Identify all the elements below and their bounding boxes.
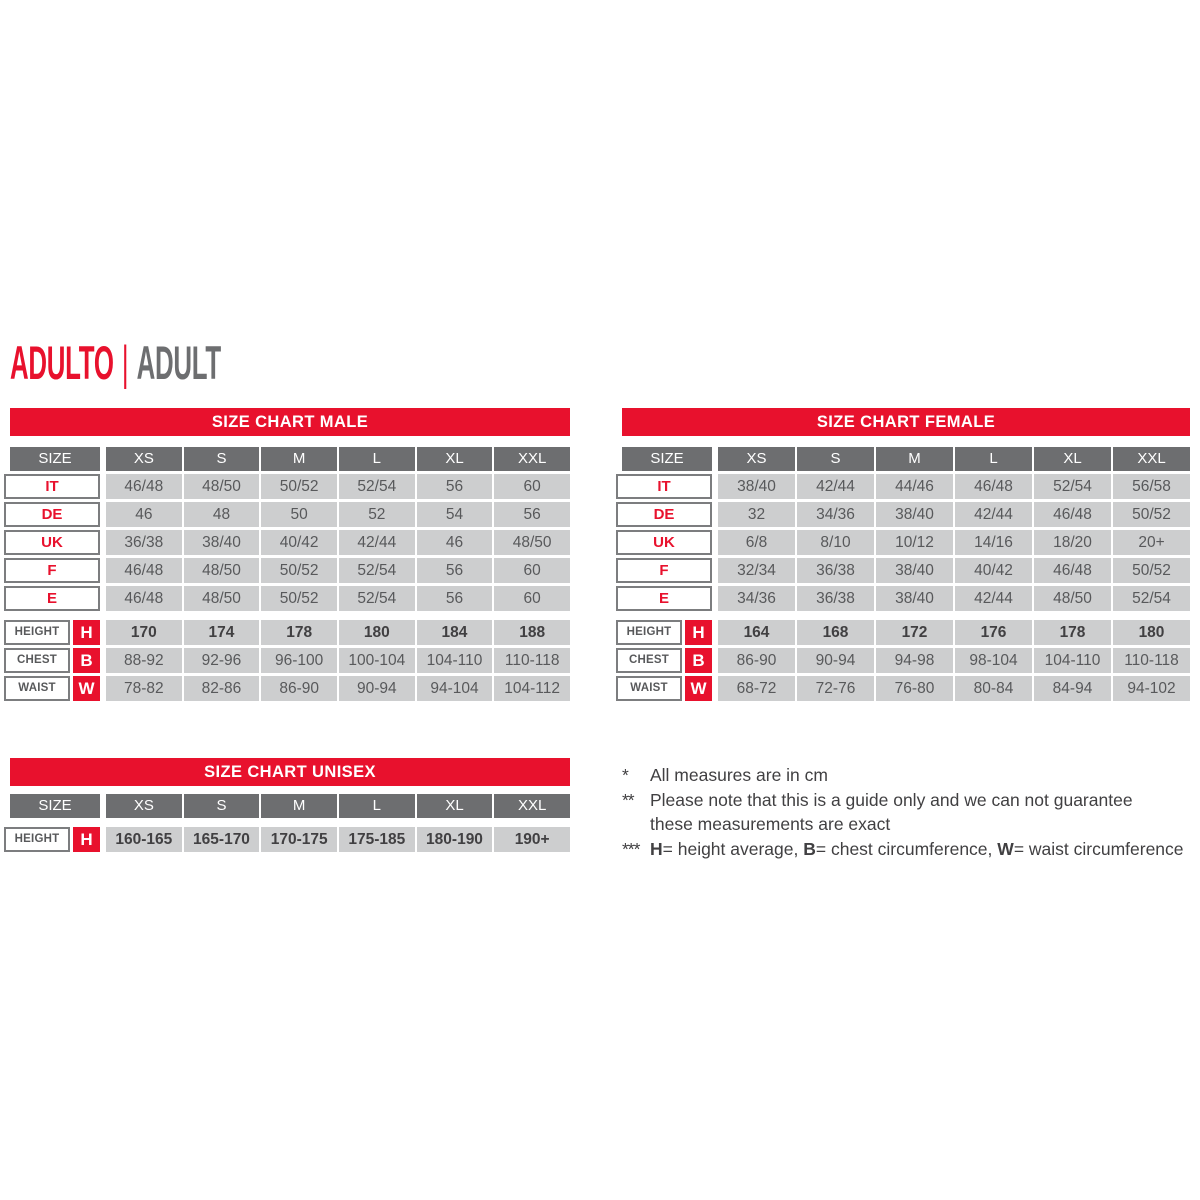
measure-value-cell: 90-94 — [797, 648, 874, 673]
measure-label — [4, 620, 100, 645]
column-header-cell: XXL — [1113, 447, 1190, 471]
size-value-cell: 48/50 — [494, 530, 570, 555]
measure-value-cell: 180-190 — [417, 827, 493, 852]
footnote-text — [650, 788, 1200, 837]
measure-value-cell: 82-86 — [184, 676, 260, 701]
size-value-cell: 36/38 — [106, 530, 182, 555]
measure-value-cell: 76-80 — [876, 676, 953, 701]
size-value-cell: 36/38 — [797, 586, 874, 611]
region-label: F — [4, 558, 100, 583]
measure-value-cell: 170-175 — [261, 827, 337, 852]
size-value-cells — [106, 530, 570, 555]
measure-value-cell: 90-94 — [339, 676, 415, 701]
column-header-cell: XXL — [494, 794, 570, 818]
size-value-cell: 46/48 — [106, 558, 182, 583]
measure-value-cell: 165-170 — [184, 827, 260, 852]
size-value-cell: 46 — [106, 502, 182, 527]
size-value-cell: 38/40 — [876, 586, 953, 611]
region-size-row — [622, 530, 1190, 555]
size-value-cell: 56 — [417, 474, 493, 499]
column-header-cell: XL — [417, 794, 493, 818]
size-value-cell: 60 — [494, 586, 570, 611]
footnote — [622, 837, 1200, 862]
measure-badge: W — [685, 676, 712, 701]
page-title — [10, 336, 221, 389]
footnote-marker: *** — [622, 838, 640, 859]
size-value-cell: 50/52 — [1113, 502, 1190, 527]
size-value-cells — [718, 474, 1190, 499]
footnote — [622, 763, 1200, 788]
measure-name: CHEST — [4, 648, 70, 673]
size-chart-unisex-table — [10, 758, 570, 852]
footnote-marker: * — [622, 765, 628, 785]
measure-value-cell: 86-90 — [261, 676, 337, 701]
size-value-cell: 32 — [718, 502, 795, 527]
column-header-cell: L — [339, 447, 415, 471]
footnote-segment: these measurements are exact — [650, 814, 891, 834]
page-title-primary: ADULTO — [10, 336, 114, 389]
measure-label — [616, 648, 712, 673]
measure-name: HEIGHT — [616, 620, 682, 645]
size-header-cell: SIZE — [622, 447, 712, 471]
size-value-cell: 46/48 — [1034, 558, 1111, 583]
column-header-row — [10, 794, 570, 818]
measure-badge: B — [73, 648, 100, 673]
column-header-cell: M — [876, 447, 953, 471]
size-value-cell: 50/52 — [261, 474, 337, 499]
column-header-row — [622, 447, 1190, 471]
size-value-cell: 46/48 — [955, 474, 1032, 499]
footnote-segment: = chest circumference, — [815, 838, 998, 859]
footnote-line — [650, 837, 1200, 862]
measure-value-cell: 72-76 — [797, 676, 874, 701]
column-header-cell: S — [797, 447, 874, 471]
title-separator: | — [121, 336, 129, 389]
footnote — [622, 788, 1200, 837]
size-value-cells — [718, 558, 1190, 583]
measure-value-cells — [718, 620, 1190, 645]
size-value-cell: 44/46 — [876, 474, 953, 499]
size-value-cell: 34/36 — [718, 586, 795, 611]
measure-value-cell: 170 — [106, 620, 182, 645]
measure-badge: H — [685, 620, 712, 645]
size-value-cell: 52/54 — [1034, 474, 1111, 499]
size-value-cell: 32/34 — [718, 558, 795, 583]
measure-value-cell: 164 — [718, 620, 795, 645]
measure-label — [4, 676, 100, 701]
measure-value-cell: 104-110 — [417, 648, 493, 673]
measure-value-cell: 104-112 — [494, 676, 570, 701]
region-label: IT — [616, 474, 712, 499]
size-value-cell: 8/10 — [797, 530, 874, 555]
measure-label — [616, 620, 712, 645]
size-value-cell: 50/52 — [261, 558, 337, 583]
size-value-cell: 6/8 — [718, 530, 795, 555]
column-header-cells — [106, 794, 570, 818]
size-value-cell: 40/42 — [955, 558, 1032, 583]
region-size-row — [10, 502, 570, 527]
footnote-marker: ** — [622, 789, 634, 810]
measure-value-cell: 184 — [417, 620, 493, 645]
measure-badge: H — [73, 827, 100, 852]
measure-value-cells — [106, 676, 570, 701]
footnote-segment: W — [997, 838, 1014, 859]
region-label: IT — [4, 474, 100, 499]
region-label: E — [4, 586, 100, 611]
column-header-cells — [106, 447, 570, 471]
measure-value-cells — [718, 648, 1190, 673]
footnote-segment: B — [803, 838, 816, 859]
size-value-cell: 52/54 — [339, 586, 415, 611]
footnotes — [622, 763, 1200, 861]
region-label: UK — [4, 530, 100, 555]
footnote-segment: = waist circumference — [1013, 838, 1184, 859]
measure-value-cell: 68-72 — [718, 676, 795, 701]
measure-value-cells — [106, 648, 570, 673]
measure-row — [10, 648, 570, 673]
size-value-cell: 42/44 — [797, 474, 874, 499]
measure-value-cell: 160-165 — [106, 827, 182, 852]
size-value-cell: 52/54 — [1113, 586, 1190, 611]
measure-row — [622, 620, 1190, 645]
measure-value-cell: 110-118 — [494, 648, 570, 673]
column-header-cell: XL — [417, 447, 493, 471]
footnote-text — [650, 763, 1200, 788]
size-value-cell: 50/52 — [1113, 558, 1190, 583]
size-value-cell: 48/50 — [184, 558, 260, 583]
measure-name: WAIST — [616, 676, 682, 701]
measure-value-cell: 188 — [494, 620, 570, 645]
measure-value-cells — [106, 827, 570, 852]
column-header-cells — [718, 447, 1190, 471]
measure-value-cell: 175-185 — [339, 827, 415, 852]
measure-value-cell: 172 — [876, 620, 953, 645]
size-value-cells — [718, 502, 1190, 527]
footnote-line — [650, 812, 1200, 837]
size-value-cell: 36/38 — [797, 558, 874, 583]
region-label: E — [616, 586, 712, 611]
measure-label — [4, 827, 100, 852]
measure-value-cell: 100-104 — [339, 648, 415, 673]
size-chart-female-table — [622, 408, 1190, 701]
size-value-cell: 38/40 — [876, 558, 953, 583]
footnote-text — [650, 837, 1200, 862]
size-header-cell: SIZE — [10, 794, 100, 818]
column-header-cell: XS — [106, 794, 182, 818]
size-value-cell: 40/42 — [261, 530, 337, 555]
measure-badge: W — [73, 676, 100, 701]
size-value-cell: 56/58 — [1113, 474, 1190, 499]
region-label: DE — [4, 502, 100, 527]
size-header-cell: SIZE — [10, 447, 100, 471]
column-header-cell: S — [184, 447, 260, 471]
size-value-cells — [106, 474, 570, 499]
size-value-cell: 46/48 — [106, 586, 182, 611]
column-header-cell: M — [261, 447, 337, 471]
size-value-cell: 14/16 — [955, 530, 1032, 555]
measure-value-cell: 98-104 — [955, 648, 1032, 673]
table-title-bar: SIZE CHART FEMALE — [622, 408, 1190, 436]
region-size-row — [622, 502, 1190, 527]
size-value-cell: 42/44 — [339, 530, 415, 555]
size-value-cell: 46/48 — [1034, 502, 1111, 527]
measure-value-cell: 92-96 — [184, 648, 260, 673]
measure-value-cell: 176 — [955, 620, 1032, 645]
measure-label — [616, 676, 712, 701]
size-value-cell: 42/44 — [955, 586, 1032, 611]
measure-value-cells — [718, 676, 1190, 701]
measure-label — [4, 648, 100, 673]
region-size-row — [10, 474, 570, 499]
region-label: DE — [616, 502, 712, 527]
column-header-cell: XS — [106, 447, 182, 471]
region-size-row — [622, 586, 1190, 611]
measure-value-cell: 78-82 — [106, 676, 182, 701]
size-value-cell: 54 — [417, 502, 493, 527]
measure-row — [10, 620, 570, 645]
size-value-cell: 38/40 — [718, 474, 795, 499]
footnote-segment: Please note that this is a guide only and we can not guarantee — [650, 789, 1133, 810]
column-header-cell: XS — [718, 447, 795, 471]
size-value-cells — [106, 502, 570, 527]
column-header-row — [10, 447, 570, 471]
footnote-segment: H — [650, 838, 663, 859]
size-value-cell: 20+ — [1113, 530, 1190, 555]
measure-value-cell: 96-100 — [261, 648, 337, 673]
size-value-cell: 52 — [339, 502, 415, 527]
size-value-cells — [718, 586, 1190, 611]
region-size-row — [622, 558, 1190, 583]
footnote-line — [650, 763, 1200, 788]
size-value-cell: 34/36 — [797, 502, 874, 527]
size-chart-male-table — [10, 408, 570, 701]
measure-value-cell: 86-90 — [718, 648, 795, 673]
measure-value-cell: 84-94 — [1034, 676, 1111, 701]
size-value-cells — [718, 530, 1190, 555]
measure-name: HEIGHT — [4, 620, 70, 645]
measure-value-cell: 110-118 — [1113, 648, 1190, 673]
size-value-cell: 48/50 — [1034, 586, 1111, 611]
measure-name: CHEST — [616, 648, 682, 673]
region-size-row — [10, 586, 570, 611]
measure-value-cell: 178 — [1034, 620, 1111, 645]
size-value-cell: 56 — [417, 558, 493, 583]
size-value-cell: 18/20 — [1034, 530, 1111, 555]
column-header-cell: M — [261, 794, 337, 818]
footnote-segment: All measures are in cm — [650, 765, 828, 785]
measure-value-cell: 88-92 — [106, 648, 182, 673]
size-value-cell: 48/50 — [184, 586, 260, 611]
size-value-cell: 46/48 — [106, 474, 182, 499]
table-title-bar: SIZE CHART UNISEX — [10, 758, 570, 786]
column-header-cell: L — [339, 794, 415, 818]
size-value-cells — [106, 558, 570, 583]
size-value-cell: 48 — [184, 502, 260, 527]
region-size-row — [622, 474, 1190, 499]
footnote-segment: = height average, — [662, 838, 804, 859]
region-size-row — [10, 558, 570, 583]
column-header-cell: L — [955, 447, 1032, 471]
page-title-secondary: ADULT — [136, 336, 221, 389]
measure-value-cell: 190+ — [494, 827, 570, 852]
size-value-cell: 48/50 — [184, 474, 260, 499]
column-header-cell: S — [184, 794, 260, 818]
measure-row — [622, 676, 1190, 701]
size-value-cell: 60 — [494, 558, 570, 583]
size-value-cell: 52/54 — [339, 558, 415, 583]
measure-value-cell: 104-110 — [1034, 648, 1111, 673]
measure-value-cell: 80-84 — [955, 676, 1032, 701]
measure-name: WAIST — [4, 676, 70, 701]
measure-row — [10, 676, 570, 701]
measure-value-cell: 168 — [797, 620, 874, 645]
size-value-cell: 42/44 — [955, 502, 1032, 527]
size-value-cell: 10/12 — [876, 530, 953, 555]
column-header-cell: XL — [1034, 447, 1111, 471]
size-value-cell: 50 — [261, 502, 337, 527]
size-value-cell: 38/40 — [876, 502, 953, 527]
measure-value-cell: 178 — [261, 620, 337, 645]
measure-badge: H — [73, 620, 100, 645]
column-header-cell: XXL — [494, 447, 570, 471]
region-size-row — [10, 530, 570, 555]
measure-value-cell: 94-98 — [876, 648, 953, 673]
measure-value-cells — [106, 620, 570, 645]
size-value-cell: 38/40 — [184, 530, 260, 555]
footnote-line — [650, 788, 1200, 813]
measure-value-cell: 180 — [1113, 620, 1190, 645]
measure-name: HEIGHT — [4, 827, 70, 852]
measure-value-cell: 94-102 — [1113, 676, 1190, 701]
measure-value-cell: 94-104 — [417, 676, 493, 701]
region-label: F — [616, 558, 712, 583]
size-value-cells — [106, 586, 570, 611]
size-value-cell: 56 — [417, 586, 493, 611]
table-title-bar: SIZE CHART MALE — [10, 408, 570, 436]
measure-badge: B — [685, 648, 712, 673]
measure-value-cell: 174 — [184, 620, 260, 645]
size-value-cell: 56 — [494, 502, 570, 527]
region-label: UK — [616, 530, 712, 555]
size-value-cell: 46 — [417, 530, 493, 555]
measure-row — [10, 827, 570, 852]
size-value-cell: 52/54 — [339, 474, 415, 499]
measure-row — [622, 648, 1190, 673]
measure-value-cell: 180 — [339, 620, 415, 645]
size-value-cell: 50/52 — [261, 586, 337, 611]
size-value-cell: 60 — [494, 474, 570, 499]
